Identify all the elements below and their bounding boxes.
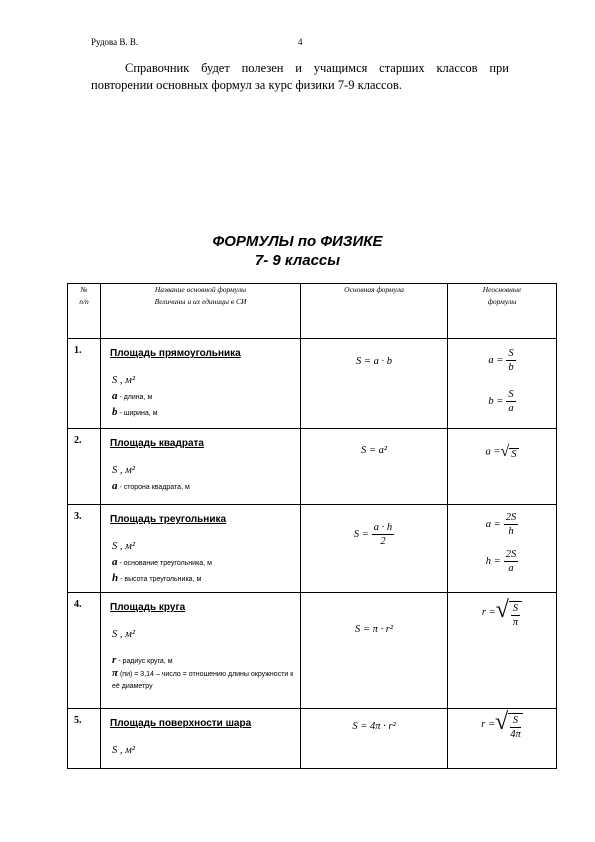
table-row <box>68 709 557 769</box>
page-header-author: Рудова В. В. <box>91 37 139 47</box>
main-formula: S = π · r² <box>355 624 393 635</box>
header-main-formula: Основная формула <box>301 284 448 339</box>
main-formula: S = a · b <box>356 356 392 367</box>
formula-units: S , м² <box>112 541 135 552</box>
alt-formula: r =√ $\frac{S}{\pi}$ <box>448 597 556 629</box>
variable-line: a - основание треугольника, м <box>112 556 212 568</box>
table-row <box>68 429 557 505</box>
table-row <box>68 593 557 709</box>
header-name: Название основной формулы Величины и их единицы в СИ <box>101 284 301 339</box>
row-number: 2. <box>74 435 82 446</box>
intro-text: Справочник будет полезен и учащимся старших классов при повторении основных формул за курс физики 7-9 классов. <box>91 61 509 92</box>
alt-formula: b = $\frac{S}{a}$ <box>488 389 514 414</box>
row-number: 3. <box>74 511 82 522</box>
row-number: 5. <box>74 715 82 726</box>
variable-line: a - длина, м <box>112 390 153 402</box>
header-alt-formulas: Неосновные формулы <box>448 284 557 339</box>
document-subtitle: 7- 9 классы <box>254 252 341 269</box>
table-header-row <box>68 284 557 339</box>
main-formula: S = 4π · r² <box>352 721 396 732</box>
main-formula: S = a² <box>361 445 387 456</box>
formula-units: S , м² <box>112 375 135 386</box>
table-row <box>68 505 557 593</box>
alt-formula: a = $\frac{S}{b}$ <box>488 348 514 373</box>
formula-name: Площадь прямоугольника <box>110 348 241 359</box>
formula-units: S , м² <box>112 745 135 756</box>
formula-name: Площадь круга <box>110 602 186 613</box>
formula-table <box>67 283 557 769</box>
formula-name: Площадь квадрата <box>110 438 204 449</box>
header-num: № п/п <box>68 284 101 339</box>
alt-formula: r =√ $\frac{S}{4\pi}$ <box>481 709 521 740</box>
alt-formula: h = $\frac{2S}{a}$ <box>485 549 517 574</box>
pi-note: π (пи) = 3,14 – число = отношению длины окружности к её диаметру <box>112 667 294 690</box>
alt-formula: a =√ S <box>485 443 517 460</box>
variable-line: r - радиус круга, м <box>112 654 173 666</box>
formula-units: S , м² <box>112 465 135 476</box>
formula-units: S , м² <box>112 629 135 640</box>
variable-line: h - высота треугольника, м <box>112 572 202 584</box>
formula-name: Площадь поверхности шара <box>110 718 252 729</box>
row-number: 1. <box>74 345 82 356</box>
intro-paragraph <box>91 60 509 94</box>
variable-line: b - ширина, м <box>112 406 158 418</box>
alt-formula: a = $\frac{2S}{h}$ <box>485 512 517 537</box>
table-row <box>68 339 557 429</box>
row-number: 4. <box>74 599 82 610</box>
document-title: ФОРМУЛЫ по ФИЗИКЕ <box>212 233 383 250</box>
main-formula: S = $\frac{a \cdot h}{2}$ <box>353 522 393 547</box>
formula-name: Площадь треугольника <box>110 514 227 525</box>
variable-line: a - сторона квадрата, м <box>112 480 190 492</box>
page-number: 4 <box>298 37 303 47</box>
